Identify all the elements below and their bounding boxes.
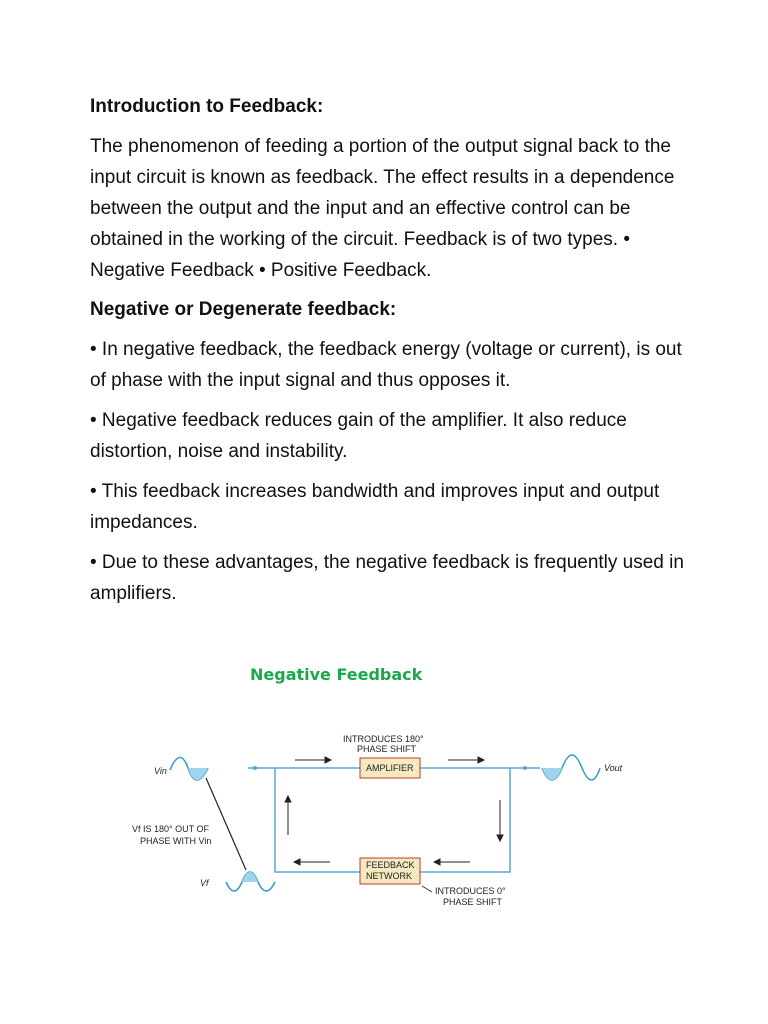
negative-feedback-heading: Negative or Degenerate feedback: — [90, 299, 397, 320]
phase-note-line2: PHASE WITH Vin — [140, 836, 212, 846]
amp-note-line2: PHASE SHIFT — [357, 744, 417, 754]
amplifier-label: AMPLIFIER — [366, 763, 414, 773]
input-node — [253, 766, 257, 770]
intro-heading: Introduction to Feedback: — [90, 96, 324, 117]
fb-note-line1: INTRODUCES 0° — [435, 886, 506, 896]
output-node — [523, 766, 527, 770]
feedback-label-line2: NETWORK — [366, 871, 412, 881]
intro-paragraph: The phenomenon of feeding a portion of the output signal back to the input circuit is known as feedback. The effect results in a dependence between the output and the input and an effective control can be obtained in the working of the circuit. Feedback is of two types. • Negative Feedback • Positive Feedback. — [90, 136, 675, 281]
phase-relation-line — [206, 778, 246, 870]
bullet-gain: • Negative feedback reduces gain of the amplifier. It also reduce distortion, noise and instability. — [90, 410, 627, 462]
document-page — [90, 92, 690, 618]
diagram-title: Negative Feedback — [250, 665, 423, 684]
vout-label: Vout — [604, 763, 623, 773]
phase-note-line1: Vf IS 180° OUT OF — [132, 824, 209, 834]
negative-feedback-diagram — [130, 660, 630, 920]
vf-label: Vf — [200, 878, 209, 888]
bullet-phase: • In negative feedback, the feedback energy (voltage or current), is out of phase with the input signal and thus opposes it. — [90, 339, 682, 391]
feedback-label-line1: FEEDBACK — [366, 860, 415, 870]
fb-note-line2: PHASE SHIFT — [443, 897, 503, 907]
circuit-wires — [248, 768, 540, 872]
vin-label: Vin — [154, 766, 167, 776]
amp-note-line1: INTRODUCES 180° — [343, 734, 424, 744]
bullet-bandwidth: • This feedback increases bandwidth and improves input and output impedances. — [90, 481, 660, 533]
bullet-advantages: • Due to these advantages, the negative feedback is frequently used in amplifiers. — [90, 552, 684, 604]
